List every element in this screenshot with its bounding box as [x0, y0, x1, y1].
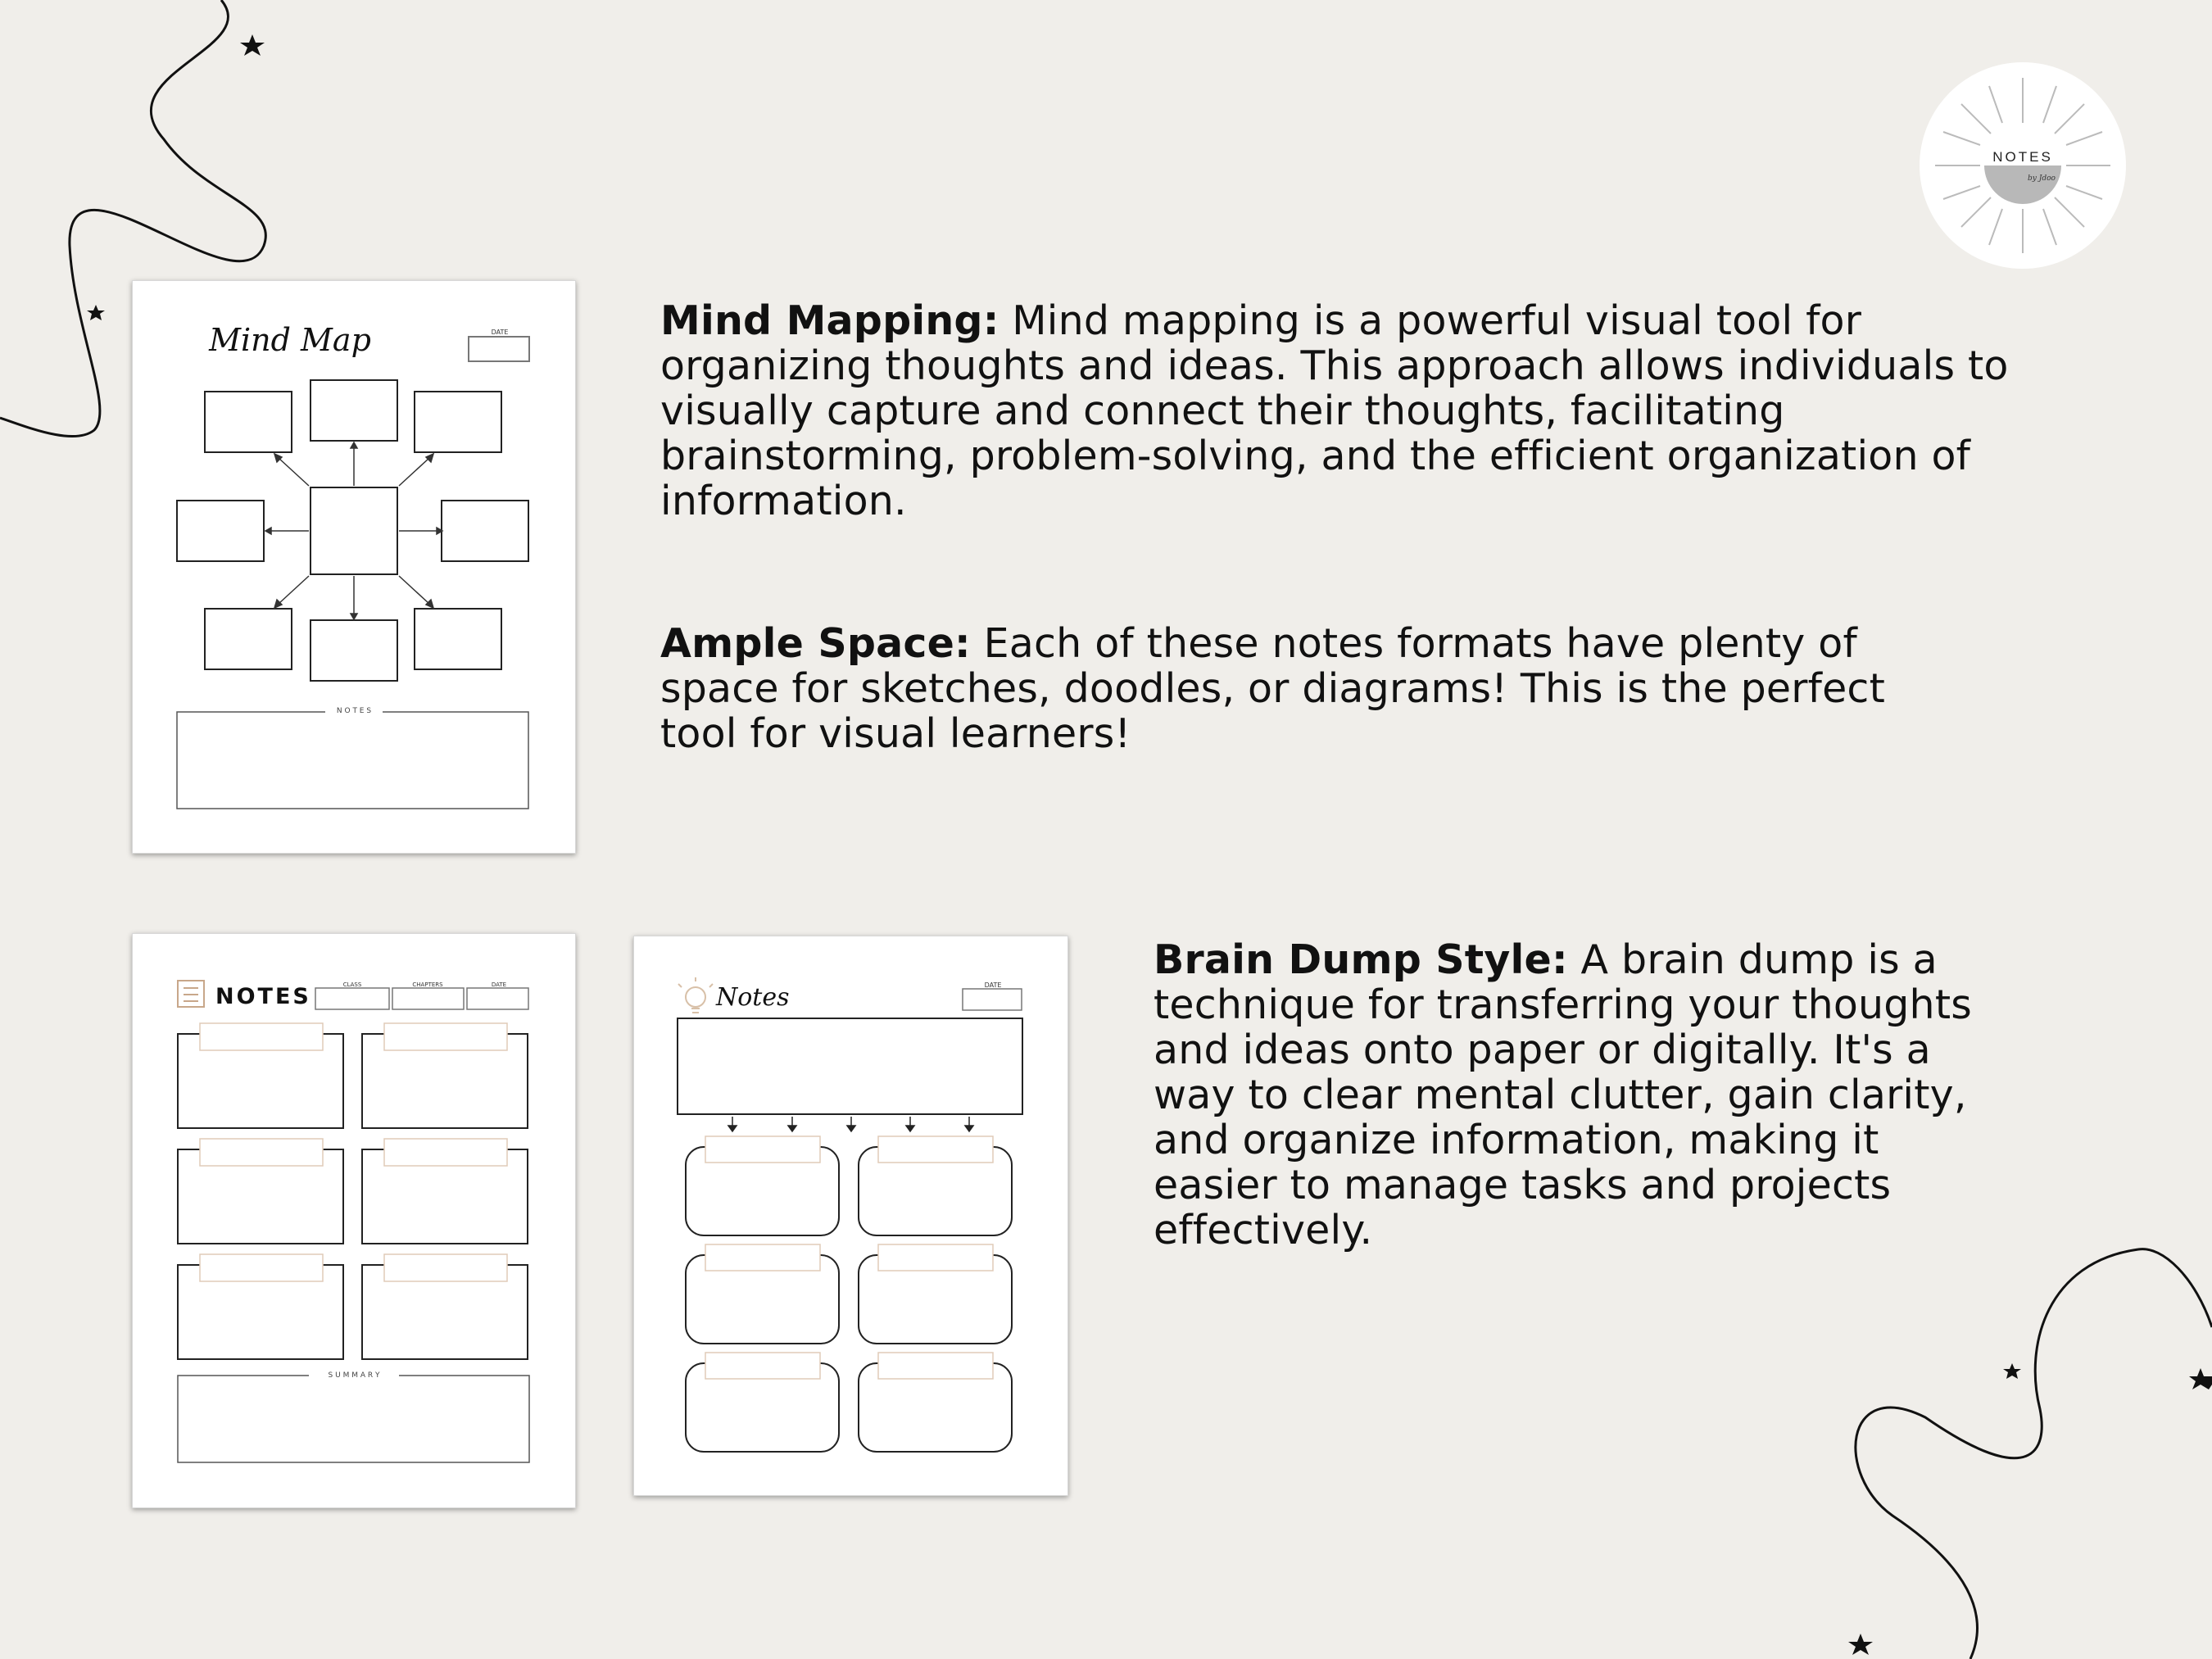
tab-label — [705, 1136, 820, 1163]
notes-box — [177, 712, 528, 809]
node-box — [310, 380, 397, 441]
node-box — [415, 609, 501, 669]
tab-label — [384, 1254, 507, 1281]
ample-space-paragraph — [660, 621, 2102, 756]
summary-label: S U M M A R Y — [328, 1371, 380, 1380]
ample-space-heading: Ample Space: — [660, 620, 971, 667]
node-box — [205, 609, 292, 669]
mind-map-sheet — [132, 280, 576, 854]
text-line: tool for visual learners! — [660, 710, 1131, 757]
notebook-icon — [178, 981, 204, 1007]
mind-mapping-heading: Mind Mapping: — [660, 297, 999, 344]
tab-label — [384, 1023, 507, 1050]
tab-label — [200, 1254, 323, 1281]
date-label: DATE — [491, 981, 507, 988]
brain-dump-heading: Brain Dump Style: — [1154, 936, 1568, 983]
logo-title: NOTES — [1992, 149, 2053, 165]
tab-label — [878, 1244, 993, 1271]
text-line: and organize information, making it — [1154, 1117, 1879, 1163]
notes-label: N O T E S — [336, 707, 372, 715]
text-line: information. — [660, 478, 907, 524]
class-box — [315, 988, 389, 1009]
node-box — [442, 501, 528, 561]
brain-dump-title: Notes — [716, 983, 790, 1012]
tab-label — [200, 1139, 323, 1166]
mind-map-title: Mind Map — [209, 322, 371, 358]
text-line: effectively. — [1154, 1207, 1373, 1253]
tab-label — [384, 1139, 507, 1166]
text-line: way to clear mental clutter, gain clarity, — [1154, 1072, 1967, 1118]
bottom-right-swirl — [1856, 1249, 2212, 1659]
text-line: and ideas onto paper or digitally. It's a — [1154, 1027, 1931, 1073]
tab-label — [878, 1353, 993, 1379]
text-line: visually capture and connect their thoughts, facilitating — [660, 388, 1785, 434]
node-box — [415, 392, 501, 452]
star-icon — [240, 34, 265, 56]
star-icon — [87, 305, 105, 320]
summary-box — [178, 1376, 529, 1462]
text-line: organizing thoughts and ideas. This approach allows individuals to — [660, 342, 2009, 389]
class-label: CLASS — [342, 981, 362, 988]
node-box — [310, 620, 397, 681]
brand-logo — [1919, 61, 2127, 270]
date-box — [469, 337, 529, 361]
notes-sheet-title: NOTES — [215, 984, 311, 1009]
date-box — [963, 989, 1022, 1010]
text-line: brainstorming, problem-solving, and the efficient organization of — [660, 433, 1971, 479]
star-icon — [1848, 1634, 1873, 1655]
date-box — [467, 988, 528, 1009]
date-label: DATE — [984, 981, 1002, 989]
logo-subtitle: by Jdoo — [2028, 175, 2056, 183]
central-node-box — [310, 487, 397, 574]
mind-mapping-paragraph — [660, 298, 2102, 524]
node-box — [205, 392, 292, 452]
brain-dump-box — [678, 1018, 1022, 1114]
star-icon — [2189, 1368, 2212, 1389]
text-line: Each of these notes formats have plenty of — [970, 620, 1857, 667]
star-icon — [2003, 1363, 2021, 1379]
tab-label — [200, 1023, 323, 1050]
text-line: easier to manage tasks and projects — [1154, 1162, 1892, 1208]
brain-dump-sheet — [633, 936, 1068, 1496]
node-box — [177, 501, 264, 561]
tab-label — [705, 1353, 820, 1379]
text-line: A brain dump is a — [1567, 936, 1938, 983]
lightbulb-icon — [678, 977, 713, 1013]
tab-label — [878, 1136, 993, 1163]
notes-sheet — [132, 933, 576, 1508]
tab-label — [705, 1244, 820, 1271]
text-line: space for sketches, doodles, or diagrams! This is the perfect — [660, 665, 1885, 712]
chapters-box — [392, 988, 464, 1009]
text-line: Mind mapping is a powerful visual tool for — [999, 297, 1862, 344]
date-label: DATE — [491, 329, 509, 336]
text-line: technique for transferring your thoughts — [1154, 981, 1972, 1028]
brain-dump-paragraph — [1154, 937, 2137, 1253]
chapters-label: CHAPTERS — [412, 981, 443, 988]
